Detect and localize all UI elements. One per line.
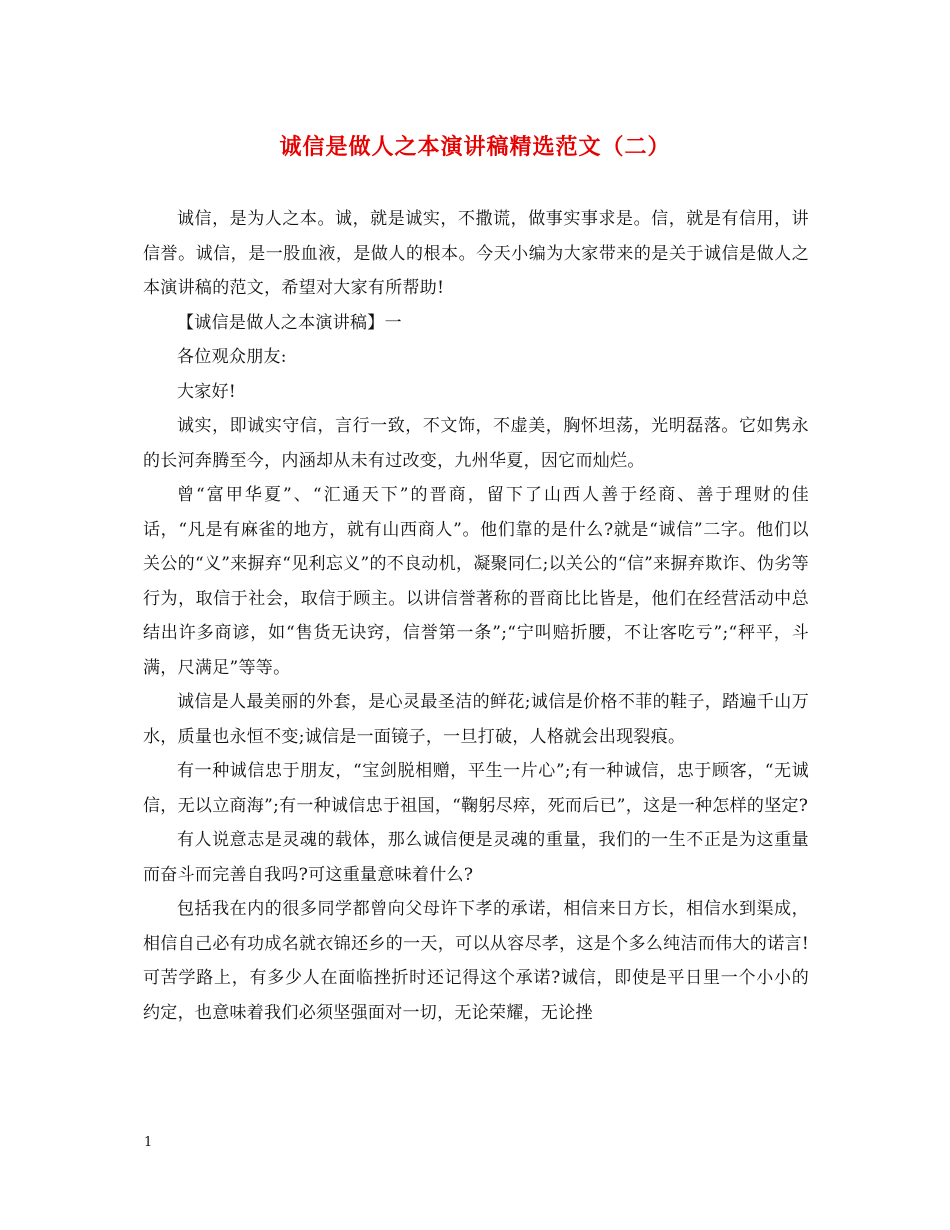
paragraph-intro: 诚信，是为人之本。诚，就是诚实，不撒谎，做事实事求是。信，就是有信用，讲信誉。诚信，是一股血液，是做人的根本。今天小编为大家带来的是关于诚信是做人之本演讲稿的范文，希望对大家有所帮助!: [143, 209, 809, 298]
paragraph-greeting: 大家好!: [177, 381, 237, 402]
paragraph-section-heading: 【诚信是做人之本演讲稿】一: [177, 312, 402, 333]
page-title: 诚信是做人之本演讲稿精选范文（二）: [279, 134, 671, 160]
paragraph-metaphors: 诚信是人最美丽的外套，是心灵最圣洁的鲜花;诚信是价格不菲的鞋子，踏遍千山万水，质量也永恒不变;诚信是一面镜子，一旦打破，人格就会出现裂痕。: [143, 692, 809, 747]
paragraph-salutation: 各位观众朋友:: [177, 347, 287, 367]
paragraph-honesty-definition: 诚实，即诚实守信，言行一致，不文饰，不虚美，胸怀坦荡，光明磊落。它如隽永的长河奔腾至今，内涵却从未有过改变，九州华夏，因它而灿烂。: [143, 416, 809, 471]
page-number: 1: [144, 1135, 153, 1150]
paragraph-jin-merchants: 曾“富甲华夏”、“汇通天下”的晋商，留下了山西人善于经商、善于理财的佳话，“凡是有麻雀的地方，就有山西商人”。他们靠的是什么?就是“诚信”二字。他们以关公的“义”来摒弃“见利忘义”的不良动机，凝聚同仁;以关公的“信”来摒弃欺诈、伪劣等行为，取信于社会，取信于顾主。以讲信誉著称的晋商比比皆是，他们在经营活动中总结出许多商谚，如“售货无诀窍，信誉第一条”;“宁叫赔折腰，不让客吃亏”;“秤平，斗满，尺满足”等等。: [143, 485, 809, 678]
paragraph-soul-weight: 有人说意志是灵魂的载体，那么诚信便是灵魂的重量，我们的一生不正是为这重量而奋斗而完善自我吗?可这重量意味着什么?: [143, 830, 809, 885]
paragraph-promise: 包括我在内的很多同学都曾向父母许下孝的承诺，相信来日方长，相信水到渠成，相信自己必有功成名就衣锦还乡的一天，可以从容尽孝，这是个多么纯洁而伟大的诺言!可苦学路上，有多少人在面临挫折时还记得这个承诺?诚信，即使是平日里一个小小的约定，也意味着我们必须坚强面对一切，无论荣耀，无论挫: [143, 899, 809, 1023]
document-body: [143, 202, 809, 1030]
paragraph-kinds-of-honesty: 有一种诚信忠于朋友，“宝剑脱相赠，平生一片心”;有一种诚信，忠于顾客，“无诚信，无以立商海”;有一种诚信忠于祖国，“鞠躬尽瘁，死而后已”，这是一种怎样的坚定?: [143, 761, 809, 816]
